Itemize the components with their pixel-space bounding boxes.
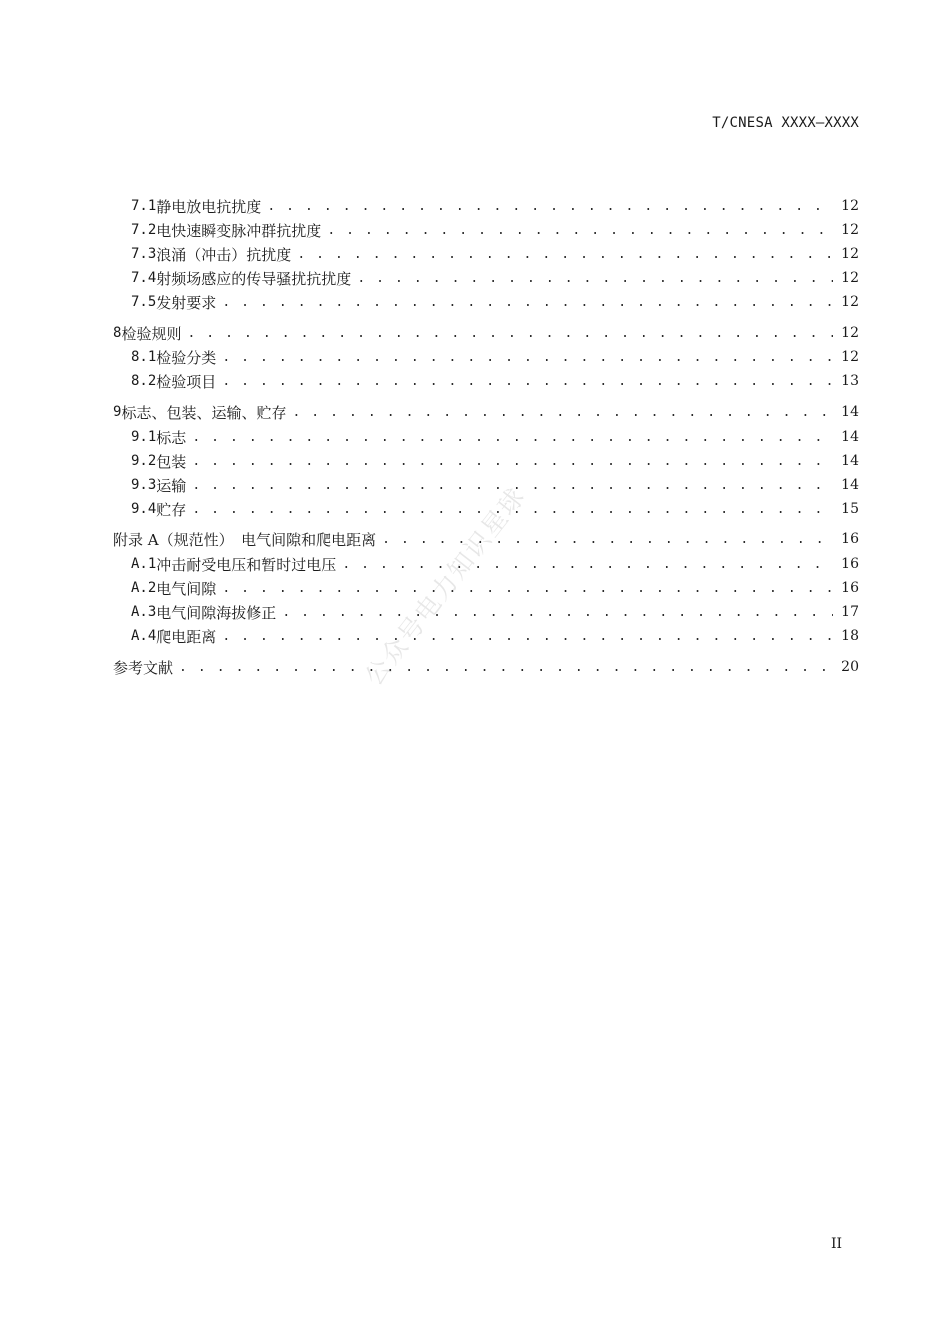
toc-number: A.1 — [131, 556, 157, 572]
toc-page: 12 — [841, 294, 859, 310]
toc-title: 贮存 — [156, 500, 187, 519]
toc-number: 9.3 — [131, 477, 157, 493]
toc-title: 电快速瞬变脉冲群抗扰度 — [156, 221, 322, 240]
toc-title: 冲击耐受电压和暂时过电压 — [156, 555, 337, 574]
toc-page: 12 — [841, 270, 859, 286]
toc-page: 12 — [841, 246, 859, 262]
toc-title: 标志 — [156, 428, 187, 447]
toc-leader — [382, 532, 833, 547]
toc-entry[interactable] — [131, 346, 859, 368]
toc-number: 8.2 — [131, 373, 157, 389]
toc-title: 包装 — [156, 452, 187, 471]
toc-title: 电气间隙海拔修正 — [156, 603, 277, 622]
toc-leader — [192, 454, 833, 469]
toc-page: 12 — [841, 325, 859, 341]
toc-page: 18 — [841, 628, 859, 644]
toc-entry[interactable] — [131, 601, 859, 623]
toc-entry[interactable] — [131, 195, 859, 217]
toc-number: 7.3 — [131, 246, 157, 262]
toc-leader — [187, 326, 833, 341]
toc-leader — [327, 223, 833, 238]
toc-leader — [222, 350, 833, 365]
page-number: II — [830, 1236, 842, 1252]
header-code: T/CNESA XXXX—XXXX — [712, 115, 859, 131]
toc-leader — [357, 271, 833, 286]
toc-number: 7.2 — [131, 222, 157, 238]
toc-page: 14 — [841, 453, 859, 469]
toc-entry[interactable] — [131, 450, 859, 472]
watermark: 公众号电力知识星球 — [358, 481, 532, 691]
toc-number: A.3 — [131, 604, 157, 620]
toc-page: 12 — [841, 198, 859, 214]
toc-leader — [222, 374, 833, 389]
toc-entry[interactable] — [113, 401, 859, 423]
toc-entry[interactable] — [131, 625, 859, 647]
toc-title: 发射要求 — [156, 293, 217, 312]
toc-page: 20 — [841, 659, 859, 675]
toc-leader — [222, 629, 833, 644]
toc-title: 附录 A（规范性） 电气间隙和爬电距离 — [113, 530, 377, 549]
toc-title: 静电放电抗扰度 — [156, 197, 262, 216]
toc-title: 检验规则 — [121, 324, 182, 343]
toc-title: 检验分类 — [156, 348, 217, 367]
toc-number: 7.1 — [131, 198, 157, 214]
toc-number: 8.1 — [131, 349, 157, 365]
toc-leader — [222, 581, 833, 596]
toc-page: 12 — [841, 349, 859, 365]
toc-leader — [342, 557, 833, 572]
toc-title: 电气间隙 — [156, 579, 217, 598]
toc-title: 爬电距离 — [156, 627, 217, 646]
toc-entry[interactable] — [131, 370, 859, 392]
toc-title: 检验项目 — [156, 372, 217, 391]
toc-leader — [222, 295, 833, 310]
toc-number: 7.5 — [131, 294, 157, 310]
toc-title: 参考文献 — [113, 658, 174, 677]
toc-entry[interactable] — [131, 267, 859, 289]
toc-number: A.2 — [131, 580, 157, 596]
toc-title: 标志、包装、运输、贮存 — [121, 403, 287, 422]
toc-leader — [282, 605, 833, 620]
toc-entry[interactable] — [131, 243, 859, 265]
toc-leader — [267, 199, 833, 214]
toc-entry[interactable] — [131, 219, 859, 241]
toc-title: 射频场感应的传导骚扰抗扰度 — [156, 269, 352, 288]
toc-title: 浪涌（冲击）抗扰度 — [156, 245, 292, 264]
toc-leader — [192, 430, 833, 445]
toc-leader — [292, 405, 833, 420]
toc-page: 14 — [841, 429, 859, 445]
toc-title: 运输 — [156, 476, 187, 495]
toc-page: 17 — [841, 604, 859, 620]
toc-number: 9.4 — [131, 501, 157, 517]
toc-page: 13 — [841, 373, 859, 389]
toc-page: 14 — [841, 477, 859, 493]
toc-page: 16 — [841, 531, 859, 547]
toc-number: A.4 — [131, 628, 157, 644]
toc-page: 12 — [841, 222, 859, 238]
toc-number: 9.1 — [131, 429, 157, 445]
toc-number: 9.2 — [131, 453, 157, 469]
toc-entry[interactable] — [113, 322, 859, 344]
toc-page: 16 — [841, 580, 859, 596]
toc-entry[interactable] — [131, 577, 859, 599]
toc-entry[interactable] — [131, 426, 859, 448]
toc-leader — [179, 660, 833, 675]
toc-number: 8 — [113, 325, 122, 341]
toc-number: 7.4 — [131, 270, 157, 286]
toc-entry[interactable] — [131, 291, 859, 313]
toc-page: 14 — [841, 404, 859, 420]
toc-page: 15 — [841, 501, 859, 517]
toc-page: 16 — [841, 556, 859, 572]
toc-leader — [297, 247, 833, 262]
toc-entry[interactable] — [113, 656, 859, 678]
toc-number: 9 — [113, 404, 122, 420]
toc-entry[interactable] — [131, 553, 859, 575]
